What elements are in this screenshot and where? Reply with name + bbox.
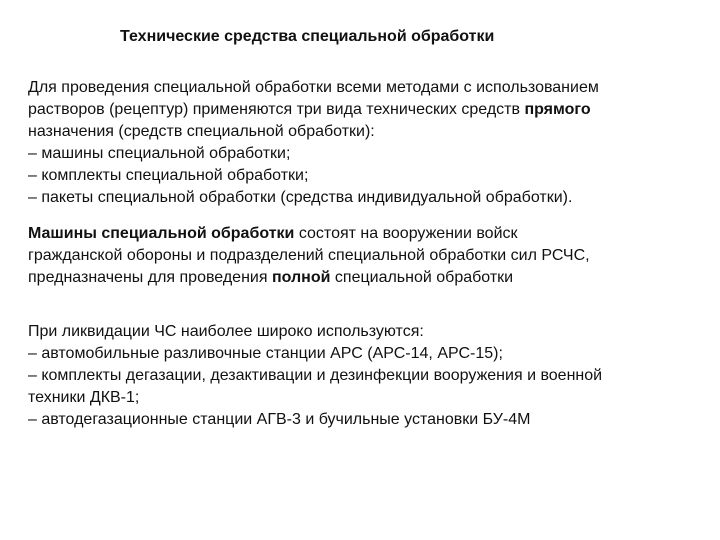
- text-line: гражданской обороны и подразделений специальной обработки сил РСЧС,: [28, 247, 590, 264]
- list-item: – комплекты специальной обработки;: [28, 167, 309, 184]
- bold-word-full: полной: [271, 269, 331, 286]
- text-line: Для проведения специальной обработки всеми методами с использованием: [28, 79, 599, 96]
- text-line: [28, 223, 708, 245]
- paragraph-technical-means: [28, 77, 708, 209]
- bold-word-direct: прямого: [524, 101, 591, 118]
- list-item: – машины специальной обработки;: [28, 145, 291, 162]
- text-line: [28, 267, 708, 289]
- list-item: – автомобильные разливочные станции АРС (АРС-14, АРС-15);: [28, 345, 503, 362]
- bold-term-machines: Машины специальной обработки: [28, 225, 295, 242]
- text-segment: растворов (рецептур) применяются три вида технических средств: [28, 101, 525, 118]
- list-item: – автодегазационные станции АГВ-3 и бучильные установки БУ-4М: [28, 411, 531, 428]
- text-segment: специальной обработки: [330, 269, 514, 286]
- text-segment: состоят на вооружении войск: [294, 225, 518, 242]
- list-item: техники ДКВ-1;: [28, 389, 140, 406]
- text-segment: предназначены для проведения: [28, 269, 272, 286]
- text-line: [28, 99, 708, 121]
- paragraph-machines: [28, 223, 708, 289]
- paragraph-emergency: [28, 321, 708, 431]
- text-line: При ликвидации ЧС наиболее широко используются:: [28, 323, 424, 340]
- text-line: назначения (средств специальной обработки):: [28, 123, 375, 140]
- page-title: Технические средства специальной обработки: [120, 28, 495, 45]
- list-item: – пакеты специальной обработки (средства индивидуальной обработки).: [28, 189, 573, 206]
- list-item: – комплекты дегазации, дезактивации и дезинфекции вооружения и военной: [28, 367, 603, 384]
